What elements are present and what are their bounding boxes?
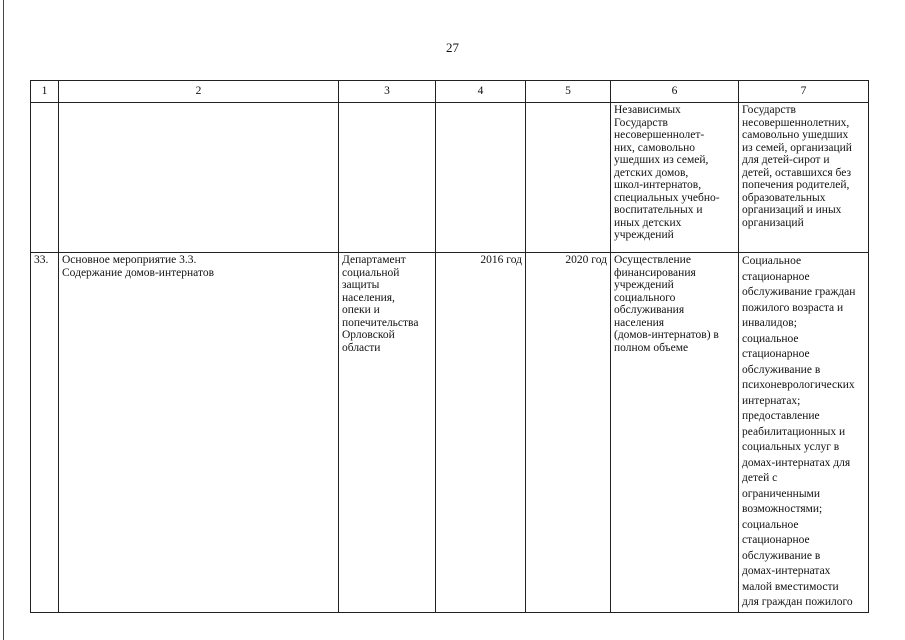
start-year-cell	[436, 103, 526, 253]
activity-cell	[59, 103, 339, 253]
row-number-cell: 33.	[31, 253, 59, 613]
executor-cell: Департамент социальной защиты населения, опеки и попечительства Орловской области	[339, 253, 436, 613]
consequence-cell: Социальное стационарное обслуживание граждан пожилого возраста и инвалидов; социальное стационарное обслуживание в психоневрологических интернатах; предоставление реабилитационных и социальных услуг в домах-интернатах для детей с ограниченными возможностями; социальное стационарное обслуживание в домах-интернатах малой вместимости для граждан пожилого	[739, 253, 869, 613]
header-cell-3: 3	[339, 81, 436, 103]
row-number-cell	[31, 103, 59, 253]
end-year-cell: 2020 год	[526, 253, 611, 613]
header-cell-1: 1	[31, 81, 59, 103]
consequence-cell: Государств несовершеннолетних, самовольно ушедших из семей, организаций для детей-сирот и детей, оставшихся без попечения родителей, образовательных организаций и иных организаций	[739, 103, 869, 253]
table-row	[31, 103, 869, 253]
executor-cell	[339, 103, 436, 253]
page-number: 27	[446, 40, 459, 55]
header-cell-2: 2	[59, 81, 339, 103]
program-table	[30, 80, 869, 613]
expected-result-cell: Осуществление финансирования учреждений социального обслуживания населения (домов-интернатов) в полном объеме	[611, 253, 739, 613]
header-cell-6: 6	[611, 81, 739, 103]
expected-result-cell: Независимых Государств несовершеннолет- них, самовольно ушедших из семей, детских домов, школ-интернатов, специальных учебно- воспитательных и иных детских учреждений	[611, 103, 739, 253]
table-row	[31, 253, 869, 613]
table-header-row	[31, 81, 869, 103]
header-cell-4: 4	[436, 81, 526, 103]
end-year-cell	[526, 103, 611, 253]
header-cell-5: 5	[526, 81, 611, 103]
activity-cell: Основное мероприятие 3.3. Содержание домов-интернатов	[59, 253, 339, 613]
header-cell-7: 7	[739, 81, 869, 103]
left-margin-rule	[3, 0, 4, 640]
start-year-cell: 2016 год	[436, 253, 526, 613]
